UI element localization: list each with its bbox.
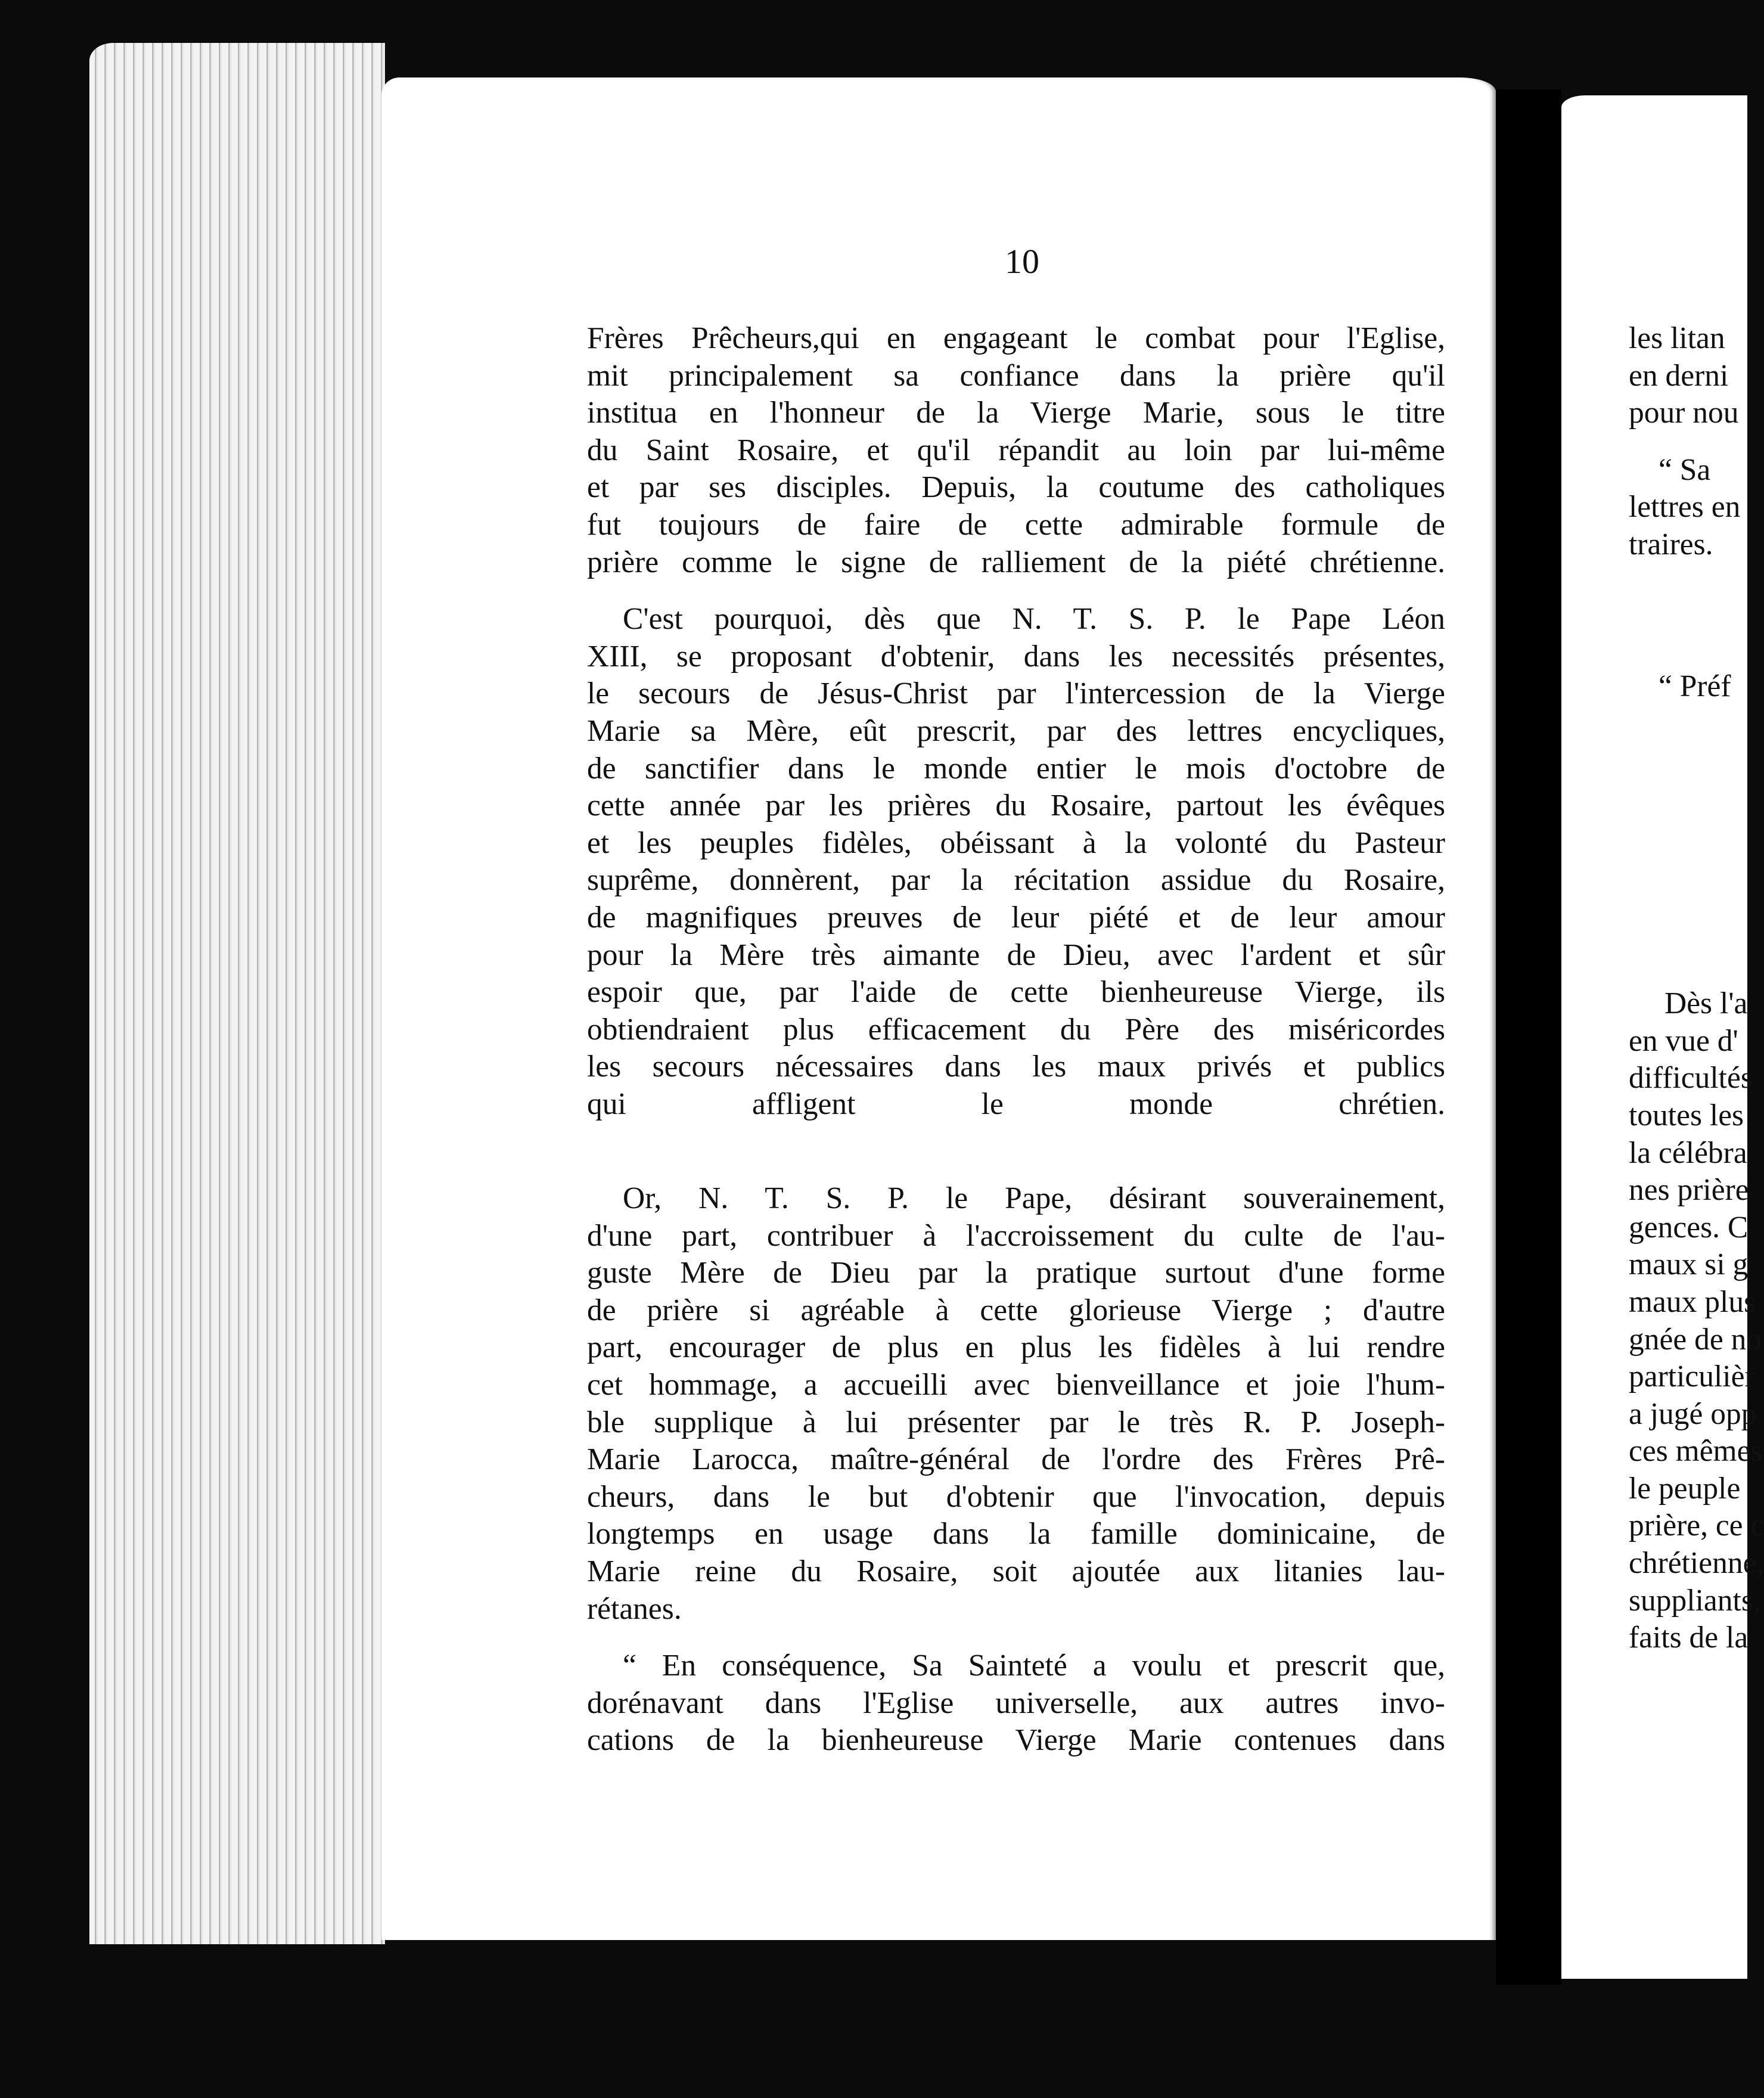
text-line: les secours nécessaires dans les maux privés et publics (587, 1050, 1445, 1084)
right-group-3 (1629, 668, 1747, 706)
text-line: lettres en (1629, 490, 1741, 524)
text-line: dorénavant dans l'Eglise universelle, aux autres invo- (587, 1686, 1445, 1720)
right-group-2 (1629, 452, 1747, 564)
book-gutter (1496, 89, 1561, 1985)
text-line: prière, ce c (1629, 1509, 1764, 1543)
text-line: “ Sa (1659, 452, 1711, 487)
text-line: gnée de no (1629, 1322, 1762, 1357)
text-line: pour nou (1629, 396, 1739, 430)
text-line: obtiendraient plus efficacement du Père des miséricordes (587, 1012, 1445, 1047)
text-line: et par ses disciples. Depuis, la coutume des catholiques (587, 470, 1445, 505)
text-line: cheurs, dans le but d'obtenir que l'invocation, depuis (587, 1479, 1445, 1514)
text-line: cet hommage, a accueilli avec bienveillance et joie l'hum- (587, 1368, 1445, 1402)
paragraph-4 (587, 1647, 1445, 1759)
text-line: faits de la (1629, 1621, 1749, 1655)
text-line: pour la Mère très aimante de Dieu, avec l'ardent et sûr (587, 938, 1445, 972)
text-line (587, 1123, 1445, 1160)
text-line: C'est pourquoi, dès que N. T. S. P. le Pape Léon (623, 602, 1445, 637)
text-line: de sanctifier dans le monde entier le mois d'octobre de (587, 751, 1445, 786)
text-line: cette année par les prières du Rosaire, partout les évêques (587, 789, 1445, 823)
text-line: rétanes. (587, 1591, 682, 1626)
text-line: “ En conséquence, Sa Sainteté a voulu et prescrit que, (623, 1649, 1445, 1683)
text-line: ble supplique à lui présenter par le très R. P. Joseph- (587, 1405, 1445, 1439)
text-line: le peuple (1629, 1471, 1741, 1506)
text-line: prière comme le signe de ralliement de la piété chrétienne. (587, 545, 1445, 579)
text-line: du Saint Rosaire, et qu'il répandit au loin par lui-même (587, 433, 1445, 467)
text-line: difficultés (1629, 1061, 1753, 1095)
text-line: part, encourager de plus en plus les fidèles à lui rendre (587, 1330, 1445, 1365)
text-line: de magnifiques preuves de leur piété et de leur amour (587, 900, 1445, 935)
right-page-text (1629, 320, 1764, 1657)
text-line: Marie sa Mère, eût prescrit, par des lettres encycliques, (587, 713, 1445, 748)
text-line: Or, N. T. S. P. le Pape, désirant souverainement, (623, 1181, 1445, 1216)
text-line: la célébra (1629, 1135, 1747, 1170)
text-line: Marie Larocca, maître-général de l'ordre des Frères Prê- (587, 1442, 1445, 1477)
text-line: a jugé opp (1629, 1396, 1757, 1431)
text-line: XIII, se proposant d'obtenir, dans les necessités présentes, (587, 639, 1445, 674)
page-edges (89, 43, 385, 1944)
text-line: en vue d' (1629, 1023, 1738, 1058)
text-line: chrétienne, (1629, 1546, 1764, 1581)
text-line: qui affligent le monde chrétien. (587, 1087, 1445, 1121)
text-line: “ Préf (1659, 669, 1731, 703)
text-line: traires. (1629, 527, 1713, 561)
text-line: guste Mère de Dieu par la pratique surtout d'une forme (587, 1256, 1445, 1290)
text-line: mit principalement sa confiance dans la prière qu'il (587, 358, 1445, 393)
text-line: longtemps en usage dans la famille dominicaine, de (587, 1517, 1445, 1551)
text-line: le secours de Jésus-Christ par l'intercession de la Vierge (587, 676, 1445, 711)
text-line: d'une part, contribuer à l'accroissement du culte de l'au- (587, 1218, 1445, 1253)
text-line: maux si g (1629, 1247, 1749, 1282)
text-line: Frères Prêcheurs,qui en engageant le combat pour l'Eglise, (587, 321, 1445, 355)
paragraph-1 (587, 320, 1445, 581)
text-line: gences. C (1629, 1210, 1749, 1244)
text-line: suprême, donnèrent, par la récitation assidue du Rosaire, (587, 863, 1445, 898)
text-line: toutes les (1629, 1098, 1744, 1132)
text-line: particulièr (1629, 1360, 1755, 1394)
text-line: en derni (1629, 358, 1729, 393)
left-page-text (587, 320, 1445, 1759)
right-group-1 (1629, 320, 1747, 432)
right-group-4 (1629, 985, 1764, 1657)
text-line: suppliants, (1629, 1583, 1761, 1618)
paragraph-3 (587, 1180, 1445, 1628)
text-line: nes prière (1629, 1173, 1749, 1208)
text-line: Marie reine du Rosaire, soit ajoutée aux litanies lau- (587, 1554, 1445, 1588)
text-line: ces mêmes (1629, 1434, 1763, 1469)
text-line: les litan (1629, 321, 1725, 355)
text-line: de prière si agréable à cette glorieuse Vierge ; d'autre (587, 1293, 1445, 1327)
text-line: institua en l'honneur de la Vierge Marie, sous le titre (587, 396, 1445, 430)
text-line: Dès l'a (1664, 986, 1748, 1021)
text-line: et les peuples fidèles, obéissant à la volonté du Pasteur (587, 825, 1445, 860)
text-line: cations de la bienheureuse Vierge Marie contenues dans (587, 1723, 1445, 1758)
page-number: 10 (1005, 242, 1039, 281)
text-line: maux plus (1629, 1284, 1756, 1319)
paragraph-2 (587, 601, 1445, 1160)
text-line: fut toujours de faire de cette admirable formule de (587, 507, 1445, 542)
text-line: espoir que, par l'aide de cette bienheureuse Vierge, ils (587, 975, 1445, 1010)
